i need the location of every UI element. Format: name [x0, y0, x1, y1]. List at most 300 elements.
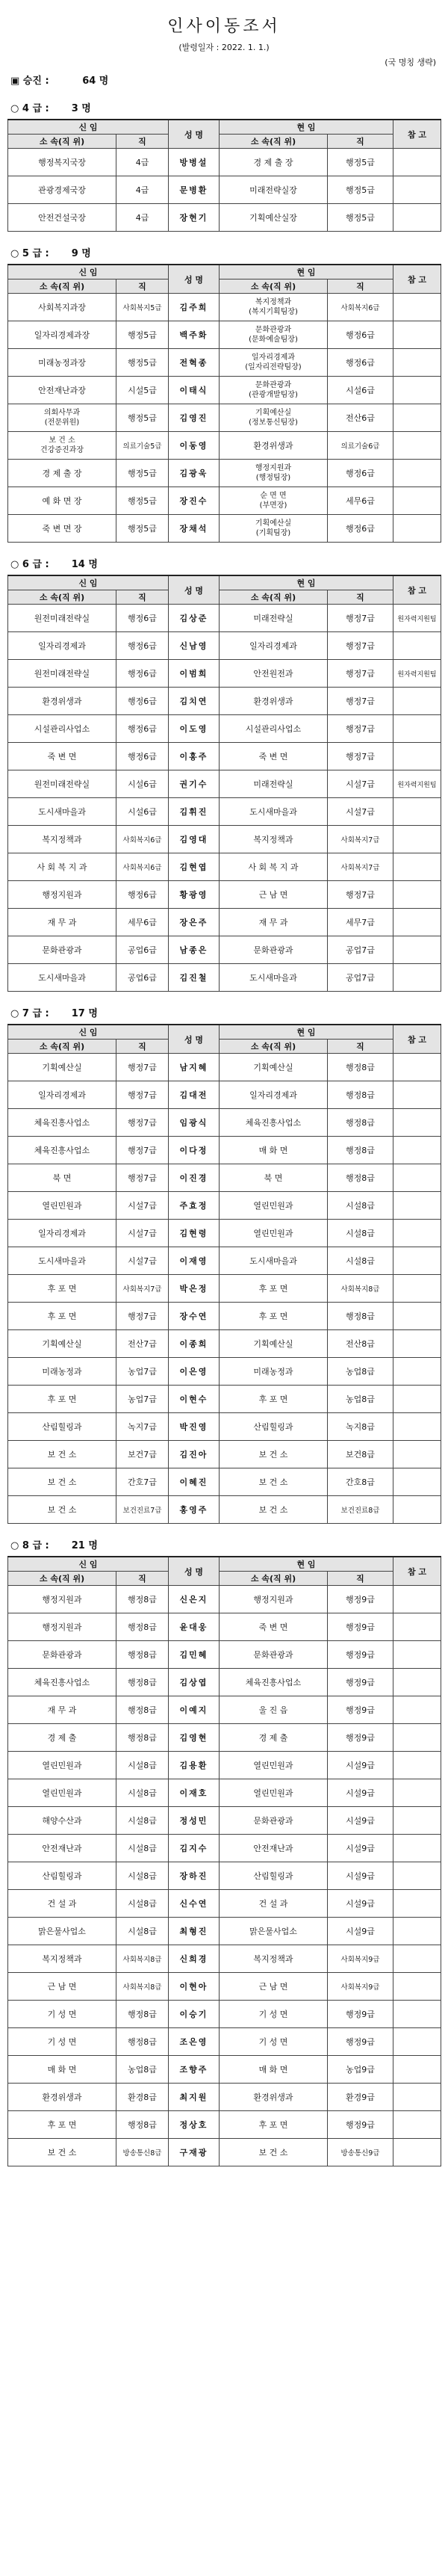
remark-cell — [393, 1835, 441, 1862]
remark-cell — [393, 404, 441, 432]
new-grade-cell: 공업6급 — [116, 936, 169, 964]
person-name-cell: 임광식 — [169, 1109, 220, 1137]
new-grade-cell: 행정6급 — [116, 660, 169, 688]
person-name-cell: 조은영 — [169, 2028, 220, 2056]
new-grade-cell: 4급 — [116, 204, 169, 232]
grade-label: ○ 8 급 : — [10, 1540, 49, 1551]
current-dept-cell: 죽 변 면 — [220, 743, 328, 770]
remark-cell — [393, 1779, 441, 1807]
remark-cell — [393, 377, 441, 404]
current-grade-cell: 녹지8급 — [328, 1413, 393, 1441]
grade-label: ○ 7 급 : — [10, 1008, 49, 1019]
table-row — [8, 1468, 441, 1496]
grade-section-heading — [10, 245, 441, 259]
current-dept-cell: 건 설 과 — [220, 1890, 328, 1918]
current-dept-cell: 보 건 소 — [220, 1468, 328, 1496]
current-grade-cell: 행정7급 — [328, 688, 393, 715]
new-grade-cell: 시설5급 — [116, 377, 169, 404]
person-name-cell: 장채석 — [169, 515, 220, 543]
table-row — [8, 2001, 441, 2028]
table-row — [8, 460, 441, 487]
remark-cell — [393, 1496, 441, 1524]
table-row — [8, 1137, 441, 1164]
new-grade-cell: 행정6급 — [116, 715, 169, 743]
remark-cell — [393, 2028, 441, 2056]
current-dept-cell: 일자리경제과 — [220, 1081, 328, 1109]
current-grade-cell: 행정7급 — [328, 632, 393, 660]
new-dept-cell: 도시새마을과 — [8, 798, 116, 826]
new-grade-cell: 세무6급 — [116, 909, 169, 936]
header-remark: 참 고 — [393, 120, 441, 149]
new-dept-cell: 보 건 소 — [8, 1468, 116, 1496]
remark-cell — [393, 1109, 441, 1137]
remark-cell — [393, 1862, 441, 1890]
person-name-cell: 김광욱 — [169, 460, 220, 487]
header-new-grade: 직 — [116, 135, 169, 149]
current-grade-cell: 간호8급 — [328, 1468, 393, 1496]
summary-label: ▣ 승진 : — [10, 75, 49, 87]
new-dept-cell: 죽 변 면 장 — [8, 515, 116, 543]
new-grade-cell: 의료기술5급 — [116, 432, 169, 460]
grade-section-heading — [10, 1537, 441, 1551]
header-new-post: 신 임 — [8, 575, 169, 590]
current-grade-cell: 행정9급 — [328, 1669, 393, 1696]
current-grade-cell: 행정8급 — [328, 1164, 393, 1192]
person-name-cell: 김영현 — [169, 1724, 220, 1752]
new-dept-cell: 열린민원과 — [8, 1779, 116, 1807]
current-grade-cell: 방송통신9급 — [328, 2139, 393, 2166]
new-grade-cell: 행정8급 — [116, 2028, 169, 2056]
header-current-post: 현 임 — [220, 120, 393, 135]
person-name-cell: 김현엽 — [169, 853, 220, 881]
table-row — [8, 1275, 441, 1303]
header-current-post: 현 임 — [220, 1025, 393, 1040]
current-dept-cell: 환경위생과 — [220, 2084, 328, 2111]
current-grade-cell: 행정8급 — [328, 1081, 393, 1109]
header-current-grade: 직 — [328, 590, 393, 605]
table-row — [8, 881, 441, 909]
header-new-dept: 소 속(직 위) — [8, 279, 116, 294]
remark-cell — [393, 1413, 441, 1441]
new-dept-cell: 안전건설국장 — [8, 204, 116, 232]
new-grade-cell: 사회복지8급 — [116, 1973, 169, 2001]
new-dept-cell: 보 건 소 건강증진과장 — [8, 432, 116, 460]
person-name-cell: 김상준 — [169, 605, 220, 632]
current-dept-cell: 열린민원과 — [220, 1779, 328, 1807]
table-row — [8, 770, 441, 798]
new-dept-cell: 환경위생과 — [8, 2084, 116, 2111]
table-row — [8, 1779, 441, 1807]
new-grade-cell: 행정7급 — [116, 1081, 169, 1109]
header-remark: 참 고 — [393, 575, 441, 605]
current-dept-cell: 도시새마을과 — [220, 1247, 328, 1275]
new-dept-cell: 기획예산실 — [8, 1054, 116, 1081]
current-grade-cell: 시설9급 — [328, 1807, 393, 1835]
current-grade-cell: 행정6급 — [328, 349, 393, 377]
new-dept-cell: 산림힐링과 — [8, 1862, 116, 1890]
person-name-cell: 전혁종 — [169, 349, 220, 377]
remark-cell — [393, 1669, 441, 1696]
current-grade-cell: 행정8급 — [328, 1303, 393, 1330]
new-grade-cell: 사회복지8급 — [116, 1945, 169, 1973]
personnel-table — [7, 1556, 441, 2166]
table-row — [8, 1441, 441, 1468]
current-grade-cell: 사회복지9급 — [328, 1945, 393, 1973]
header-current-grade: 직 — [328, 279, 393, 294]
grade-label: ○ 6 급 : — [10, 559, 49, 570]
new-grade-cell: 공업6급 — [116, 964, 169, 992]
new-grade-cell: 환경8급 — [116, 2084, 169, 2111]
remark-cell — [393, 515, 441, 543]
remark-cell — [393, 1441, 441, 1468]
header-new-dept: 소 속(직 위) — [8, 1572, 116, 1586]
remark-cell — [393, 1303, 441, 1330]
person-name-cell: 이범희 — [169, 660, 220, 688]
person-name-cell: 윤대웅 — [169, 1613, 220, 1641]
new-dept-cell: 안전재난과장 — [8, 377, 116, 404]
person-name-cell: 신희경 — [169, 1945, 220, 1973]
person-name-cell: 이승기 — [169, 2001, 220, 2028]
person-name-cell: 조향주 — [169, 2056, 220, 2084]
current-dept-cell: 순 면 면 (부면장) — [220, 487, 328, 515]
current-dept-cell: 후 포 면 — [220, 1386, 328, 1413]
person-name-cell: 김대전 — [169, 1081, 220, 1109]
person-name-cell: 이도영 — [169, 715, 220, 743]
current-dept-cell: 복지정책과 (복지기획팀장) — [220, 294, 328, 321]
table-row — [8, 1613, 441, 1641]
new-grade-cell: 시설7급 — [116, 1220, 169, 1247]
person-name-cell: 이진경 — [169, 1164, 220, 1192]
new-dept-cell: 관광경제국장 — [8, 176, 116, 204]
table-row — [8, 1413, 441, 1441]
remark-cell — [393, 1386, 441, 1413]
new-grade-cell: 행정7급 — [116, 1303, 169, 1330]
current-grade-cell: 행정7급 — [328, 605, 393, 632]
new-grade-cell: 행정6급 — [116, 632, 169, 660]
new-dept-cell: 보 건 소 — [8, 1496, 116, 1524]
person-name-cell: 김영진 — [169, 404, 220, 432]
header-remark: 참 고 — [393, 265, 441, 294]
remark-cell — [393, 688, 441, 715]
current-grade-cell: 행정5급 — [328, 176, 393, 204]
table-row — [8, 964, 441, 992]
remark-cell — [393, 715, 441, 743]
new-dept-cell: 문화관광과 — [8, 936, 116, 964]
current-dept-cell: 기 성 면 — [220, 2028, 328, 2056]
current-dept-cell: 복지정책과 — [220, 826, 328, 853]
new-dept-cell: 경 제 출 장 — [8, 460, 116, 487]
remark-cell — [393, 743, 441, 770]
table-row — [8, 204, 441, 232]
header-current-grade: 직 — [328, 135, 393, 149]
remark-cell — [393, 1220, 441, 1247]
new-grade-cell: 행정6급 — [116, 688, 169, 715]
new-dept-cell: 사회복지과장 — [8, 294, 116, 321]
person-name-cell: 이재영 — [169, 1247, 220, 1275]
person-name-cell: 백주화 — [169, 321, 220, 349]
new-dept-cell: 원전미래전략실 — [8, 770, 116, 798]
new-dept-cell: 행정지원과 — [8, 881, 116, 909]
header-current-post: 현 임 — [220, 265, 393, 279]
current-grade-cell: 행정5급 — [328, 149, 393, 176]
current-dept-cell: 보 건 소 — [220, 1496, 328, 1524]
document-title: 인사이동조서 — [167, 17, 281, 36]
table-row — [8, 1973, 441, 2001]
current-dept-cell: 도시새마을과 — [220, 964, 328, 992]
new-grade-cell: 전산7급 — [116, 1330, 169, 1358]
new-grade-cell: 시설7급 — [116, 1192, 169, 1220]
person-name-cell: 김주희 — [169, 294, 220, 321]
table-row — [8, 1081, 441, 1109]
new-dept-cell: 의회사무과 (전문위원) — [8, 404, 116, 432]
table-row — [8, 1496, 441, 1524]
new-dept-cell: 보 건 소 — [8, 1441, 116, 1468]
current-dept-cell: 미래전략실장 — [220, 176, 328, 204]
current-grade-cell: 세무7급 — [328, 909, 393, 936]
remark-cell — [393, 936, 441, 964]
new-dept-cell: 행정지원과 — [8, 1586, 116, 1613]
current-dept-cell: 미래전략실 — [220, 605, 328, 632]
current-grade-cell: 사회복지7급 — [328, 853, 393, 881]
table-row — [8, 1918, 441, 1945]
person-name-cell: 방병설 — [169, 149, 220, 176]
new-dept-cell: 근 남 면 — [8, 1973, 116, 2001]
remark-cell — [393, 881, 441, 909]
current-grade-cell: 행정5급 — [328, 204, 393, 232]
summary-count: 64 명 — [82, 75, 109, 87]
current-dept-cell: 문화관광과 (관광개발팀장) — [220, 377, 328, 404]
new-dept-cell: 복지정책과 — [8, 826, 116, 853]
person-name-cell: 주효정 — [169, 1192, 220, 1220]
current-dept-cell: 보 건 소 — [220, 2139, 328, 2166]
new-grade-cell: 시설8급 — [116, 1835, 169, 1862]
new-grade-cell: 시설7급 — [116, 1247, 169, 1275]
current-dept-cell: 경 제 출 — [220, 1724, 328, 1752]
new-grade-cell: 행정7급 — [116, 1054, 169, 1081]
table-row — [8, 1752, 441, 1779]
table-row — [8, 1862, 441, 1890]
current-grade-cell: 세무6급 — [328, 487, 393, 515]
new-dept-cell: 일자리경제과 — [8, 1081, 116, 1109]
issue-date: (발령일자 : 2022. 1. 1.) — [178, 43, 270, 52]
header-current-grade: 직 — [328, 1572, 393, 1586]
current-grade-cell: 농업8급 — [328, 1358, 393, 1386]
remark-cell — [393, 294, 441, 321]
new-grade-cell: 간호7급 — [116, 1468, 169, 1496]
new-grade-cell: 농업7급 — [116, 1386, 169, 1413]
current-grade-cell: 시설9급 — [328, 1835, 393, 1862]
new-grade-cell: 시설8급 — [116, 1862, 169, 1890]
new-grade-cell: 행정6급 — [116, 881, 169, 909]
header-current-dept: 소 속(직 위) — [220, 279, 328, 294]
current-grade-cell: 사회복지8급 — [328, 1275, 393, 1303]
current-grade-cell: 시설9급 — [328, 1890, 393, 1918]
person-name-cell: 황광영 — [169, 881, 220, 909]
header-remark: 참 고 — [393, 1025, 441, 1054]
table-row — [8, 1358, 441, 1386]
person-name-cell: 이홍주 — [169, 743, 220, 770]
current-grade-cell: 전산8급 — [328, 1330, 393, 1358]
new-dept-cell: 매 화 면 — [8, 2056, 116, 2084]
current-dept-cell: 체육진흥사업소 — [220, 1109, 328, 1137]
person-name-cell: 장하진 — [169, 1862, 220, 1890]
new-dept-cell: 열린민원과 — [8, 1192, 116, 1220]
table-row — [8, 1807, 441, 1835]
header-new-dept: 소 속(직 위) — [8, 1040, 116, 1054]
table-row — [8, 632, 441, 660]
personnel-table — [7, 264, 441, 543]
table-row — [8, 321, 441, 349]
current-dept-cell: 매 화 면 — [220, 2056, 328, 2084]
current-grade-cell: 시설8급 — [328, 1247, 393, 1275]
header-current-dept: 소 속(직 위) — [220, 590, 328, 605]
current-grade-cell: 행정6급 — [328, 460, 393, 487]
remark-cell — [393, 1724, 441, 1752]
new-dept-cell: 도시새마을과 — [8, 964, 116, 992]
remark-cell — [393, 1586, 441, 1613]
remark-cell — [393, 432, 441, 460]
grade-count: 14 명 — [71, 559, 98, 570]
current-grade-cell: 사회복지7급 — [328, 826, 393, 853]
table-row — [8, 1164, 441, 1192]
remark-cell — [393, 1330, 441, 1358]
table-row — [8, 2111, 441, 2139]
current-dept-cell: 기획예산실 (기획팀장) — [220, 515, 328, 543]
person-name-cell: 신은지 — [169, 1586, 220, 1613]
current-grade-cell: 시설8급 — [328, 1220, 393, 1247]
current-grade-cell: 행정9급 — [328, 1696, 393, 1724]
person-name-cell: 최형진 — [169, 1918, 220, 1945]
person-name-cell: 박진영 — [169, 1413, 220, 1441]
header-current-dept: 소 속(직 위) — [220, 1572, 328, 1586]
table-row — [8, 1669, 441, 1696]
table-row — [8, 487, 441, 515]
remark-cell — [393, 1613, 441, 1641]
current-dept-cell: 일자리경제과 (일자리전략팀장) — [220, 349, 328, 377]
remark-cell — [393, 149, 441, 176]
remark-cell: 원자력지원팀 — [393, 605, 441, 632]
table-row — [8, 1330, 441, 1358]
new-grade-cell: 행정8급 — [116, 2111, 169, 2139]
table-row — [8, 1303, 441, 1330]
current-dept-cell: 문화관광과 — [220, 936, 328, 964]
new-dept-cell: 체육진흥사업소 — [8, 1669, 116, 1696]
new-grade-cell: 시설8급 — [116, 1918, 169, 1945]
remark-cell — [393, 1752, 441, 1779]
person-name-cell: 이혜진 — [169, 1468, 220, 1496]
table-row — [8, 2084, 441, 2111]
new-grade-cell: 행정8급 — [116, 1641, 169, 1669]
table-row — [8, 2056, 441, 2084]
table-row — [8, 743, 441, 770]
current-dept-cell: 열린민원과 — [220, 1752, 328, 1779]
remark-cell — [393, 1358, 441, 1386]
remark-cell — [393, 1468, 441, 1496]
new-grade-cell: 시설8급 — [116, 1752, 169, 1779]
new-grade-cell: 시설6급 — [116, 798, 169, 826]
remark-cell — [393, 632, 441, 660]
person-name-cell: 장은주 — [169, 909, 220, 936]
table-row — [8, 1192, 441, 1220]
current-grade-cell: 행정7급 — [328, 660, 393, 688]
table-row — [8, 715, 441, 743]
new-grade-cell: 농업7급 — [116, 1358, 169, 1386]
current-dept-cell: 기획예산실 — [220, 1054, 328, 1081]
new-grade-cell: 행정8급 — [116, 1586, 169, 1613]
remark-cell — [393, 349, 441, 377]
new-grade-cell: 행정5급 — [116, 460, 169, 487]
person-name-cell: 이다정 — [169, 1137, 220, 1164]
current-dept-cell: 매 화 면 — [220, 1137, 328, 1164]
remark-cell — [393, 2084, 441, 2111]
person-name-cell: 권기수 — [169, 770, 220, 798]
table-row — [8, 176, 441, 204]
table-row — [8, 1386, 441, 1413]
remark-cell — [393, 826, 441, 853]
person-name-cell: 박은정 — [169, 1275, 220, 1303]
header-new-post: 신 임 — [8, 265, 169, 279]
person-name-cell: 김영대 — [169, 826, 220, 853]
header-new-grade: 직 — [116, 590, 169, 605]
current-grade-cell: 농업8급 — [328, 1386, 393, 1413]
person-name-cell: 남종은 — [169, 936, 220, 964]
current-dept-cell: 복지정책과 — [220, 1945, 328, 1973]
current-grade-cell: 행정9급 — [328, 1613, 393, 1641]
personnel-table — [7, 1024, 441, 1524]
person-name-cell: 김치연 — [169, 688, 220, 715]
new-grade-cell: 사회복지6급 — [116, 853, 169, 881]
person-name-cell: 장현기 — [169, 204, 220, 232]
remark-cell — [393, 1918, 441, 1945]
new-grade-cell: 시설8급 — [116, 1779, 169, 1807]
new-grade-cell: 방송통신8급 — [116, 2139, 169, 2166]
new-grade-cell: 시설8급 — [116, 1890, 169, 1918]
new-dept-cell: 건 설 과 — [8, 1890, 116, 1918]
new-dept-cell: 체육진흥사업소 — [8, 1109, 116, 1137]
current-dept-cell: 문화관광과 — [220, 1807, 328, 1835]
table-row — [8, 660, 441, 688]
sections-container — [7, 100, 441, 2166]
new-grade-cell: 4급 — [116, 149, 169, 176]
table-row — [8, 826, 441, 853]
table-row — [8, 798, 441, 826]
remark-cell — [393, 1054, 441, 1081]
person-name-cell: 김상엽 — [169, 1669, 220, 1696]
new-grade-cell: 행정7급 — [116, 1109, 169, 1137]
remark-cell — [393, 1192, 441, 1220]
current-grade-cell: 의료기술6급 — [328, 432, 393, 460]
table-row — [8, 2028, 441, 2056]
new-dept-cell: 일자리경제과 — [8, 632, 116, 660]
new-dept-cell: 행정지원과 — [8, 1613, 116, 1641]
new-dept-cell: 기획예산실 — [8, 1330, 116, 1358]
current-dept-cell: 근 남 면 — [220, 1973, 328, 2001]
person-name-cell: 정상호 — [169, 2111, 220, 2139]
current-dept-cell: 재 무 과 — [220, 909, 328, 936]
current-dept-cell: 산림힐링과 — [220, 1862, 328, 1890]
new-grade-cell: 행정8급 — [116, 1696, 169, 1724]
remark-cell — [393, 2111, 441, 2139]
current-grade-cell: 시설9급 — [328, 1862, 393, 1890]
new-dept-cell: 맑은물사업소 — [8, 1918, 116, 1945]
remark-cell — [393, 1247, 441, 1275]
table-row — [8, 432, 441, 460]
table-row — [8, 1247, 441, 1275]
remark-cell — [393, 2056, 441, 2084]
remark-cell: 원자력지원팀 — [393, 770, 441, 798]
new-dept-cell: 일자리경제과 — [8, 1220, 116, 1247]
current-grade-cell: 공업7급 — [328, 936, 393, 964]
